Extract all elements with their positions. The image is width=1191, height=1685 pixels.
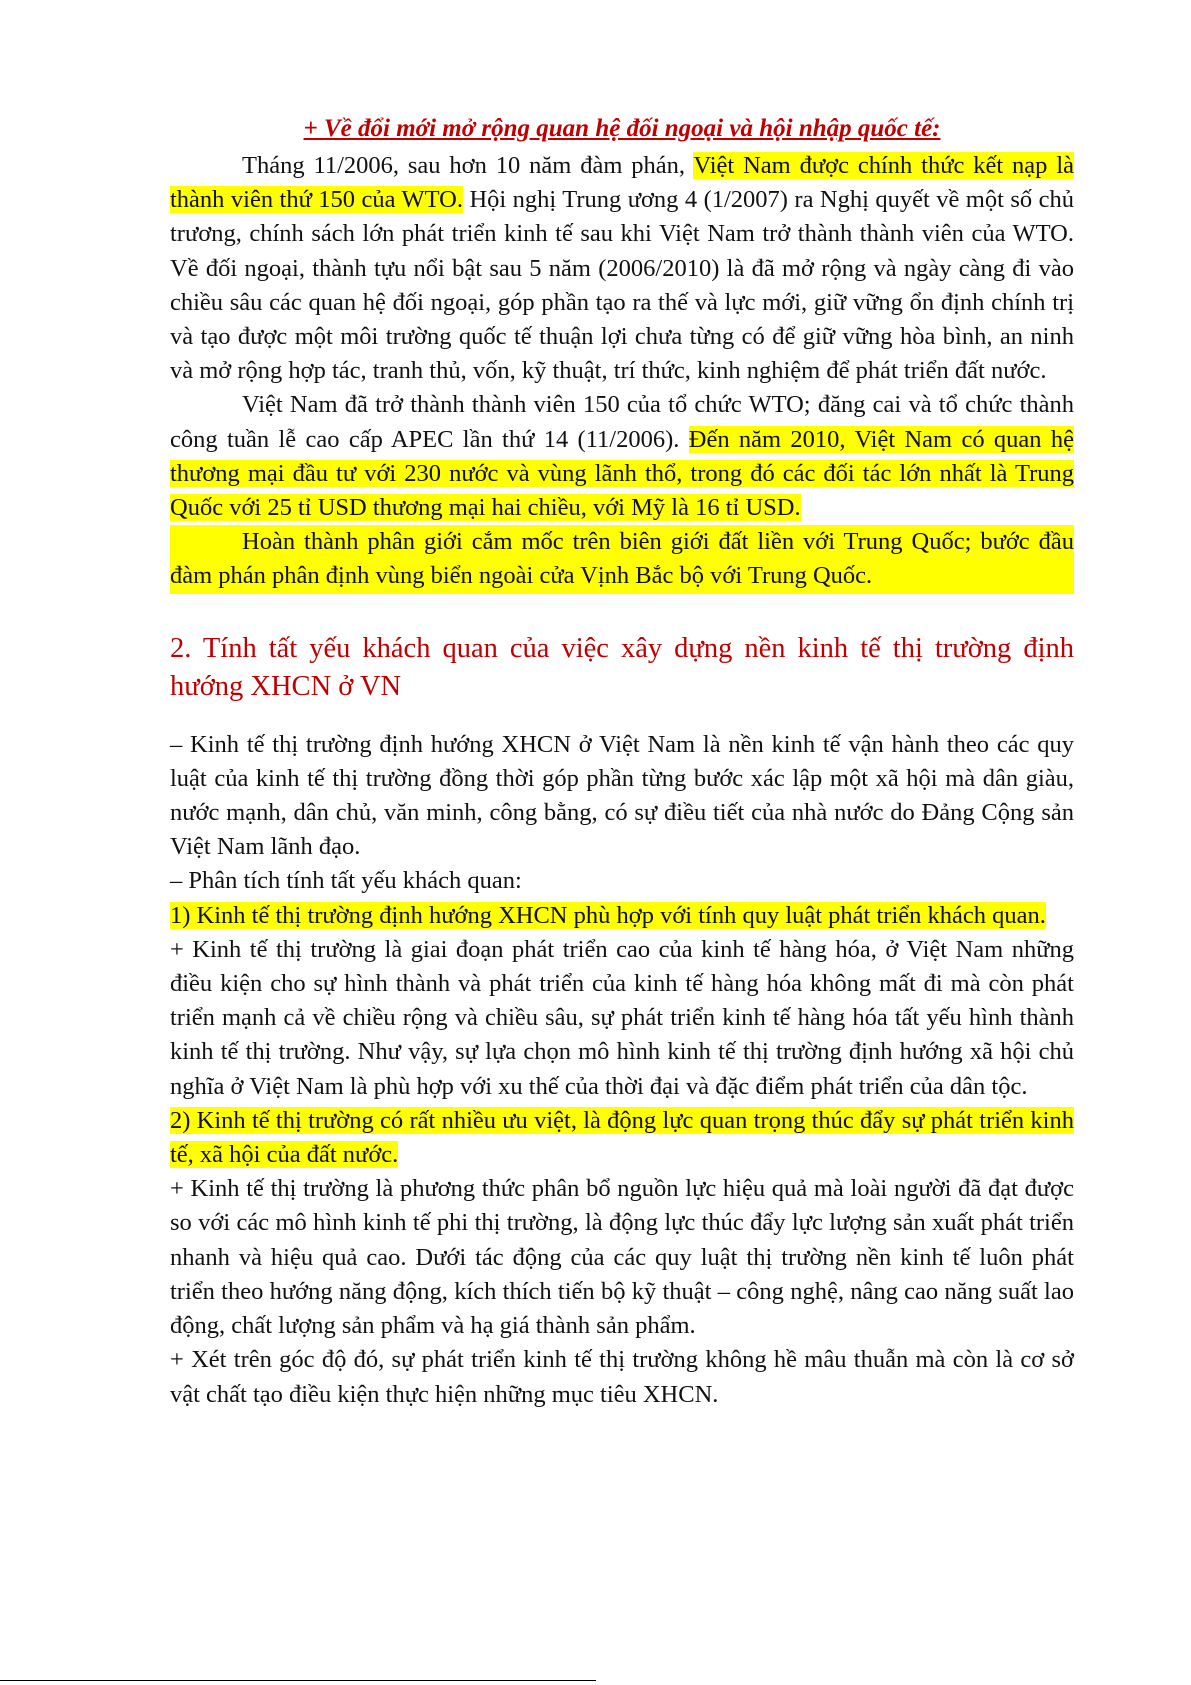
point-2-heading (170, 1104, 1074, 1172)
point-1-highlight: 1) Kinh tế thị trường định hướng XHCN phù hợp với tính quy luật phát triển khách quan. (170, 901, 1046, 929)
footer-divider (0, 1680, 596, 1681)
p1-before: Tháng 11/2006, sau hơn 10 năm đàm phán, (242, 152, 694, 179)
p1-highlight: Việt Nam được chính thức kết nạp là thành viên thứ 150 của WTO. (170, 152, 1074, 214)
paragraph-definition: – Kinh tế thị trường định hướng XHCN ở Việt Nam là nền kinh tế vận hành theo các quy luật của kinh tế thị trường đồng thời góp phần từng bước xác lập một xã hội mà dân giàu, nước mạnh, dân chủ, văn minh, công bằng, có sự điều tiết của nhà nước do Đảng Cộng sản Việt Nam lãnh đạo. (170, 730, 1074, 861)
section-title: + Về đổi mới mở rộng quan hệ đối ngoại và hội nhập quốc tế: (303, 115, 941, 142)
point-1-heading (170, 899, 1074, 933)
p2-highlight: Đến năm 2010, Việt Nam có quan hệ thương mại đầu tư với 230 nước và vùng lãnh thổ, trong đó các đối tác lớn nhất là Trung Quốc với 25 tỉ USD thương mại hai chiều, với Mỹ là 16 tỉ USD. (170, 425, 1074, 522)
paragraph-apec (170, 388, 1074, 525)
p2-before: Việt Nam đã trở thành thành viên 150 của tổ chức WTO; đăng cai và tổ chức thành công tuần lễ cao cấp APEC lần thứ 14 (11/2006). (170, 391, 1074, 453)
p1-after: Hội nghị Trung ương 4 (1/2007) ra Nghị quyết về một số chủ trương, chính sách lớn phát triển kinh tế sau khi Việt Nam trở thành thành viên của WTO. Về đối ngoại, thành tựu nổi bật sau 5 năm (2006/2010) là đã mở rộng và ngày càng đi vào chiều sâu các quan hệ đối ngoại, góp phần tạo ra thế và lực mới, giữ vững ổn định chính trị và tạo được một môi trường quốc tế thuận lợi chưa từng có để giữ vững hòa bình, an ninh và mở rộng hợp tác, tranh thủ, vốn, kỹ thuật, trí thức, kinh nghiệm để phát triển đất nước. (170, 186, 1074, 385)
paragraph-wto (170, 149, 1074, 388)
point-1-body: + Kinh tế thị trường là giai đoạn phát triển cao của kinh tế hàng hóa, ở Việt Nam những điều kiện cho sự hình thành và phát triển của kinh tế hàng hóa không mất đi mà còn phát triển mạnh cả về chiều rộng và chiều sâu, sự phát triển kinh tế hàng hóa tất yếu hình thành kinh tế thị trường. Như vậy, sự lựa chọn mô hình kinh tế thị trường định hướng xã hội chủ nghĩa ở Việt Nam là phù hợp với xu thế của thời đại và đặc điểm phát triển của dân tộc. (170, 935, 1074, 1100)
point-2-body: + Kinh tế thị trường là phương thức phân bổ nguồn lực hiệu quả mà loài người đã đạt được so với các mô hình kinh tế phi thị trường, là động lực thúc đẩy lực lượng sản xuất phát triển nhanh và hiệu quả cao. Dưới tác động của các quy luật thị trường nền kinh tế luôn phát triển theo hướng năng động, kích thích tiến bộ kỹ thuật – công nghệ, nâng cao năng suất lao động, chất lượng sản phẩm và hạ giá thành sản phẩm. (170, 1175, 1074, 1340)
point-2-conclusion: + Xét trên góc độ đó, sự phát triển kinh tế thị trường không hề mâu thuẫn mà còn là cơ sở vật chất tạo điều kiện thực hiện những mục tiêu XHCN. (170, 1346, 1074, 1408)
point-2-highlight: 2) Kinh tế thị trường có rất nhiều ưu việt, là động lực quan trọng thúc đẩy sự phát triển kinh tế, xã hội của đất nước. (170, 1106, 1074, 1169)
heading-section-2: 2. Tính tất yếu khách quan của việc xây dựng nền kinh tế thị trường định hướng XHCN ở VN (170, 632, 1074, 702)
paragraph-border: Hoàn thành phân giới cắm mốc trên biên giới đất liền với Trung Quốc; bước đầu đàm phán phân định vùng biển ngoài cửa Vịnh Bắc bộ với Trung Quốc. (170, 525, 1074, 593)
document-page (170, 112, 1074, 1412)
paragraph-analysis-intro: – Phân tích tính tất yếu khách quan: (170, 867, 522, 895)
